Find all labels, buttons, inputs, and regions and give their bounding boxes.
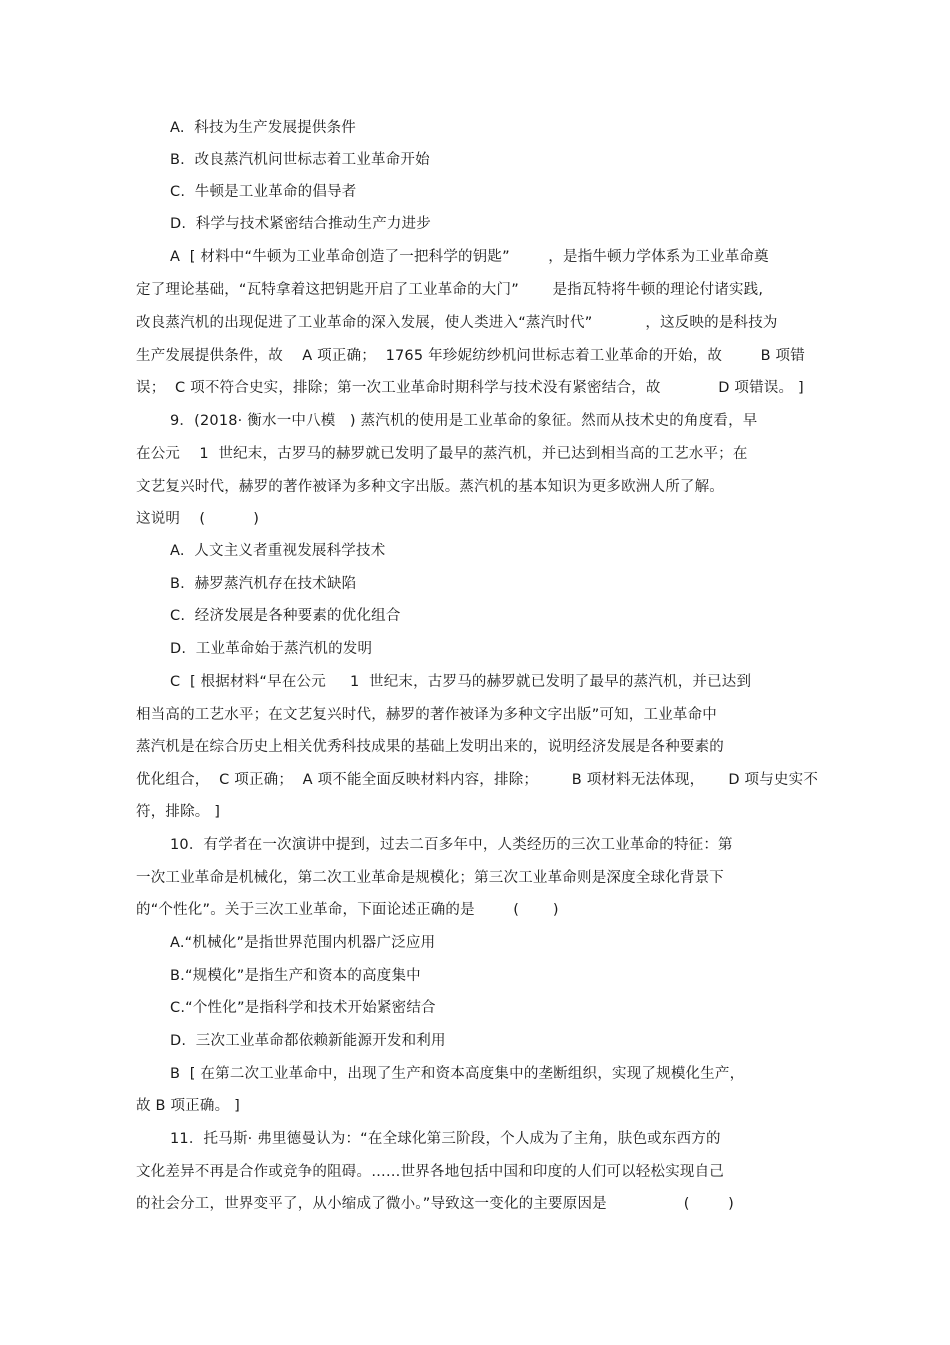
q8-answer-line: 改良蒸汽机的出现促进了工业革命的深入发展，使人类进入“蒸汽时代” ，这反映的是科技为: [136, 315, 778, 331]
q8-option-c: C. 牛顿是工业革命的倡导者: [170, 184, 357, 200]
q10-option-c: C.“个性化”是指科学和技术开始紧密结合: [170, 1000, 436, 1016]
q9-answer-line: 蒸汽机是在综合历史上相关优秀科技成果的基础上发明出来的，说明经济发展是各种要素的: [136, 739, 724, 755]
q9-answer-line: 相当高的工艺水平；在文艺复兴时代，赫罗的著作被译为多种文字出版”可知，工业革命中: [136, 707, 718, 723]
q8-option-d: D. 科学与技术紧密结合推动生产力进步: [170, 216, 431, 232]
q9-option-c: C. 经济发展是各种要素的优化组合: [170, 608, 401, 624]
q10-answer-line: 故 B 项正确。 ]: [136, 1098, 240, 1114]
q9-answer-line: 符，排除。 ]: [136, 804, 221, 820]
q10-stem-line: 的“个性化”。关于三次工业革命，下面论述正确的是 ( ): [136, 902, 559, 918]
q11-stem-line: 11．托马斯· 弗里德曼认为：“在全球化第三阶段，个人成为了主角，肤色或东西方的: [170, 1131, 721, 1147]
q10-stem-line: 10．有学者在一次演讲中提到，过去二百多年中，人类经历的三次工业革命的特征：第: [170, 837, 733, 853]
q10-option-a: A.“机械化”是指世界范围内机器广泛应用: [170, 935, 436, 951]
q8-option-a: A. 科技为生产发展提供条件: [170, 120, 356, 136]
q8-answer-line: A [ 材料中“牛顿为工业革命创造了一把科学的钥匙” ，是指牛顿力学体系为工业革命奠: [170, 249, 769, 265]
q8-option-b: B. 改良蒸汽机问世标志着工业革命开始: [170, 152, 430, 168]
q9-stem-line: 文艺复兴时代，赫罗的著作被译为多种文字出版。蒸汽机的基本知识为更多欧洲人所了解。: [136, 479, 724, 495]
q9-stem-line: 在公元 1 世纪末，古罗马的赫罗就已发明了最早的蒸汽机，并已达到相当高的工艺水平；在: [136, 446, 748, 462]
q9-answer-line: C [ 根据材料“早在公元 1 世纪末，古罗马的赫罗就已发明了最早的蒸汽机，并已达到: [170, 674, 752, 690]
q11-stem-line: 的社会分工，世界变平了，从小缩成了微小。”导致这一变化的主要原因是 ( ): [136, 1196, 734, 1212]
q11-stem-line: 文化差异不再是合作或竞争的阻碍。……世界各地包括中国和印度的人们可以轻松实现自己: [136, 1164, 724, 1180]
q9-answer-line: 优化组合， C 项正确； A 项不能全面反映材料内容，排除； B 项材料无法体现， D 项与史实不: [136, 772, 819, 788]
q9-option-b: B. 赫罗蒸汽机存在技术缺陷: [170, 576, 357, 592]
q10-stem-line: 一次工业革命是机械化，第二次工业革命是规模化；第三次工业革命则是深度全球化背景下: [136, 870, 724, 886]
q9-stem-line: 这说明 ( ): [136, 511, 260, 527]
q9-option-a: A. 人文主义者重视发展科学技术: [170, 543, 386, 559]
q10-option-b: B.“规模化”是指生产和资本的高度集中: [170, 968, 421, 984]
q10-option-d: D. 三次工业革命都依赖新能源开发和利用: [170, 1033, 446, 1049]
q8-answer-line: 误； C 项不符合史实，排除；第一次工业革命时期科学与技术没有紧密结合，故 D 项错误。 ]: [136, 380, 804, 396]
q9-stem-line: 9．(2018· 衡水一中八模 ) 蒸汽机的使用是工业革命的象征。然而从技术史的角度看，早: [170, 413, 758, 429]
q8-answer-line: 定了理论基础，“瓦特拿着这把钥匙开启了工业革命的大门” 是指瓦特将牛顿的理论付诸实践,: [136, 282, 764, 298]
q10-answer-line: B [ 在第二次工业革命中，出现了生产和资本高度集中的垄断组织，实现了规模化生产，: [170, 1066, 745, 1082]
q9-option-d: D. 工业革命始于蒸汽机的发明: [170, 641, 373, 657]
q8-answer-line: 生产发展提供条件，故 A 项正确； 1765 年珍妮纺纱机问世标志着工业革命的开始，故 B 项错: [136, 348, 805, 364]
